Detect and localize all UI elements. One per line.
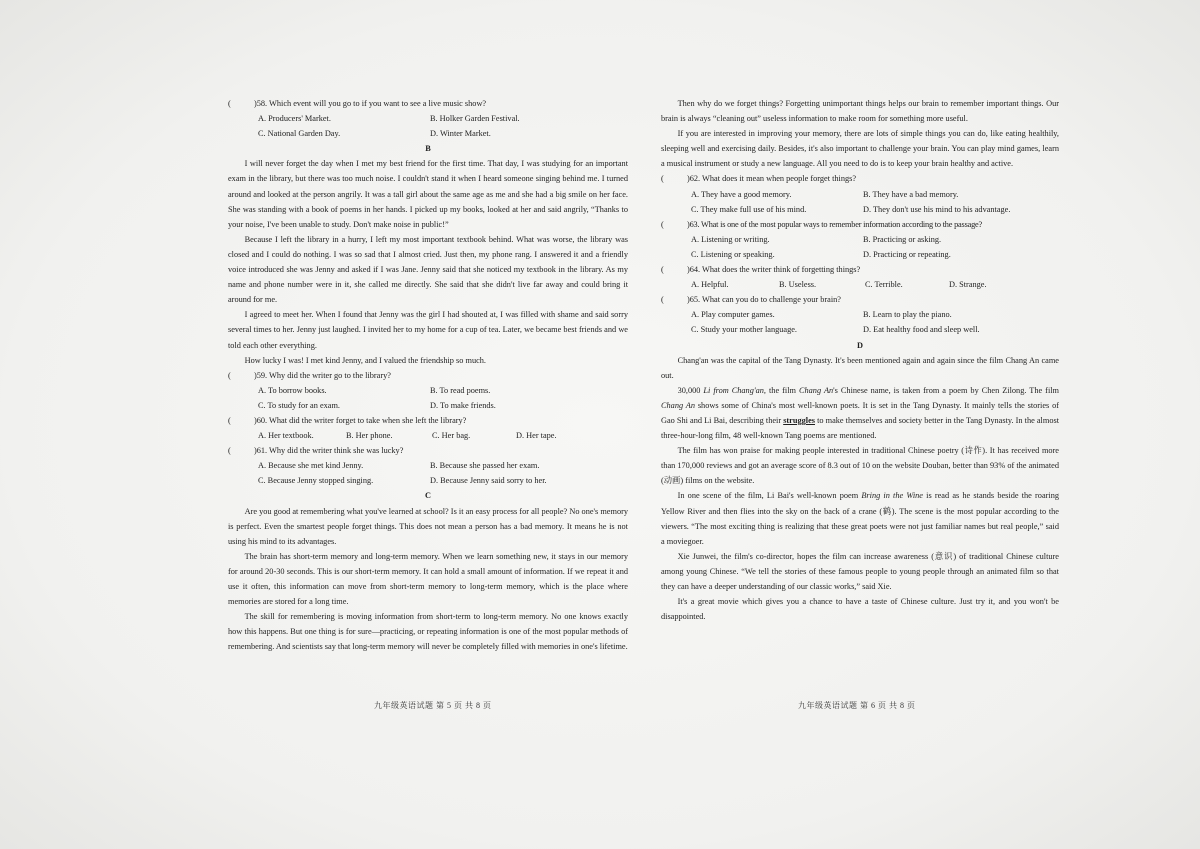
question-65-options [661, 307, 1059, 337]
passage-c-paragraph: If you are interested in improving your memory, there are lots of simple things you can do, like eating healthily, sleeping well and exercising daily. Besides, it's also important to challenge your brain. You can play mind games, learn a musical instrument or study a new language. All you need to do is to keep your brain healthy and active. [661, 129, 1059, 169]
question-63-options [661, 232, 1059, 262]
option: D. They don't use his mind to his advantage. [863, 204, 1011, 214]
page-6 [661, 96, 1059, 624]
passage-c-paragraph: The brain has short-term memory and long-term memory. When we learn something new, it stays in our memory for around 20-30 seconds. This is our short-term memory. It can hold a small amount of information. If we repeat it and use it often, this information can move from short-term memory to long-term memory, which is the place where memories are stored for a long time. [228, 551, 628, 607]
question-59 [228, 368, 628, 383]
option: B. Because she passed her exam. [430, 461, 540, 471]
passage-d-paragraph [661, 383, 1059, 443]
question-65 [661, 292, 1059, 307]
text-run: 30,000 [677, 385, 704, 395]
option: C. Because Jenny stopped singing. [258, 476, 374, 486]
question-63 [661, 217, 1059, 232]
option: B. Practicing or asking. [863, 234, 942, 244]
option: A. Her textbook. [258, 431, 314, 441]
option: A. Listening or writing. [691, 234, 770, 244]
answer-blank: ( [661, 174, 664, 184]
passage-d-paragraph [661, 488, 1059, 548]
question-text: )61. Why did the writer think she was lucky? [254, 446, 404, 456]
question-64-options [661, 277, 1059, 292]
question-text: )63. What is one of the most popular ways to remember information according to the passage? [687, 219, 982, 229]
option: A. Because she met kind Jenny. [258, 461, 364, 471]
option: A. Play computer games. [691, 310, 775, 320]
option: B. Her phone. [346, 431, 393, 441]
underlined-word: struggles [783, 415, 815, 425]
text-run: to make themselves and society better in the Tang Dynasty. In the almost three-hour-long film, 48 well-known Tang poems are mentioned. [661, 415, 1059, 441]
page-5 [228, 96, 628, 654]
option: C. Her bag. [432, 431, 471, 441]
option: D. Practicing or repeating. [863, 249, 951, 259]
question-text: )58. Which event will you go to if you want to see a live music show? [254, 99, 487, 108]
film-title: Li from Chang'an [703, 385, 764, 395]
option: B. Learn to play the piano. [863, 310, 952, 320]
option: B. Useless. [779, 280, 817, 290]
question-text: )59. Why did the writer go to the library? [254, 370, 391, 380]
question-58-options [228, 111, 628, 141]
question-text: )64. What does the writer think of forgetting things? [687, 265, 861, 275]
answer-blank: ( [228, 370, 231, 380]
section-d-heading: D [857, 340, 863, 350]
answer-blank: ( [228, 99, 231, 108]
option: A. Producers' Market. [258, 114, 331, 124]
option: A. To borrow books. [258, 385, 327, 395]
answer-blank: ( [228, 415, 231, 425]
passage-b-paragraph: I agreed to meet her. When I found that Jenny was the girl I had shouted at, I was filled with shame and said sorry several times to her. Jenny just laughed. I invited her to my home for a cup of tea. Later, we became best friends and we told each other everything. [228, 310, 628, 350]
option: D. Eat healthy food and sleep well. [863, 325, 980, 335]
question-text: )62. What does it mean when people forget things? [687, 174, 857, 184]
text-run: In one scene of the film, Li Bai's well-known poem [677, 491, 862, 501]
film-title: Chang An [798, 385, 834, 395]
text-run: is read as he stands beside the roaring Yellow River and then flies into the sky on the back of a crane (鹤). The scene is the most popular according to the viewers. “The most exciting thing is realizing that these great poets were not just familiar names but real people,” said a moviegoer. [661, 491, 1059, 546]
option: B. To read poems. [430, 385, 491, 395]
passage-c-paragraph: The skill for remembering is moving information from short-term to long-term memory. No one knows exactly how this happens. But one thing is for sure—practicing, or repeating information is one of the most popular methods of remembering. And scientists say that long-term memory will never be completely filled with memories in one's lifetime. [228, 612, 628, 652]
question-60 [228, 413, 628, 428]
section-c-heading: C [425, 491, 431, 501]
option: A. They have a good memory. [691, 189, 792, 199]
text-run: , the film [763, 385, 799, 395]
option: C. To study for an exam. [258, 400, 340, 410]
option: D. Strange. [949, 280, 987, 290]
question-61 [228, 443, 628, 458]
answer-blank: ( [661, 295, 664, 305]
text-run: shows some of China's most well-known poets. It is set in the Tang Dynasty. It mainly tells the stories of Gao Shi and Li Bai, describing their [661, 400, 1059, 425]
option: C. Study your mother language. [691, 325, 797, 335]
answer-blank: ( [661, 265, 664, 275]
poem-title: Bring in the Wine [861, 491, 923, 501]
question-60-options [228, 428, 628, 443]
question-text: )65. What can you do to challenge your brain? [687, 295, 841, 305]
option: C. Listening or speaking. [691, 249, 775, 259]
option: B. Holker Garden Festival. [430, 114, 520, 124]
option: D. To make friends. [430, 400, 496, 410]
answer-blank: ( [661, 219, 664, 229]
page-footer: 九年级英语试题 第 6 页 共 8 页 [798, 701, 916, 710]
passage-d-paragraph: Xie Junwei, the film's co-director, hopes the film can increase awareness (意识) of traditional Chinese culture among young Chinese. “We tell the stories of these famous people to young people through an animated film so that they can have a deeper understanding of our classic works,” said Xie. [661, 551, 1059, 591]
question-64 [661, 262, 1059, 277]
option: D. Her tape. [516, 431, 557, 441]
passage-b-paragraph: How lucky I was! I met kind Jenny, and I valued the friendship so much. [244, 355, 486, 365]
question-61-options [228, 458, 628, 488]
passage-c-paragraph: Are you good at remembering what you've learned at school? Is it an easy process for all people? No one's memory is perfect. Even the smartest people forget things. This does not mean a person has a bad memory. It means he is not using his mind to its advantages. [228, 506, 628, 546]
option: A. Helpful. [691, 280, 729, 290]
option: D. Winter Market. [430, 129, 491, 139]
passage-b-paragraph: I will never forget the day when I met my best friend for the first time. That day, I was studying for an important exam in the library, but there was too much noise. I couldn't stand it when I heard someone singing behind me. I turned around and looked at the person angrily. It was a tall girl about the same age as me and she had a big smile on her face. She was standing with a book of poems in her hands. I picked up my books, looked at her and said angrily, “Thanks to your noise, I've been unable to study. Don't make noise in public!” [228, 159, 628, 229]
question-text: )60. What did the writer forget to take when she left the library? [254, 415, 467, 425]
answer-blank: ( [228, 446, 231, 456]
section-b-heading: B [425, 144, 431, 154]
question-58 [228, 96, 628, 111]
option: C. Terrible. [865, 280, 903, 290]
passage-d-paragraph: It's a great movie which gives you a chance to have a taste of Chinese culture. Just try it, and you won't be disappointed. [661, 597, 1059, 622]
question-62-options [661, 187, 1059, 217]
option: C. National Garden Day. [258, 129, 341, 139]
film-title: Chang An [661, 400, 696, 410]
passage-d-paragraph: Chang'an was the capital of the Tang Dynasty. It's been mentioned again and again since the film Chang An came out. [661, 355, 1059, 380]
question-62 [661, 171, 1059, 186]
option: B. They have a bad memory. [863, 189, 959, 199]
option: C. They make full use of his mind. [691, 204, 807, 214]
passage-c-paragraph: Then why do we forget things? Forgetting unimportant things helps our brain to remember important things. Our brain is always “cleaning out” useless information to make room for something more useful. [661, 99, 1059, 124]
passage-d-paragraph: The film has won praise for making people interested in traditional Chinese poetry (诗作). It has received more than 170,000 reviews and got an average score of 8.3 out of 10 on the website Douban, better than 93% of the animated (动画) films on the website. [661, 446, 1059, 486]
question-59-options [228, 383, 628, 413]
passage-b-paragraph: Because I left the library in a hurry, I left my most important textbook behind. What was worse, the library was closed and I could do nothing. I was so sad that I almost cried. Just then, my phone rang. I answered it and a friendly voice introduced she was Jenny and asked if I was Jane. Jenny said that she noticed my textbook in the library. As my name and phone number were in it, she called me directly. She said that she didn't live far away and could bring it around for me. [228, 234, 628, 305]
option: D. Because Jenny said sorry to her. [430, 476, 547, 486]
page-footer: 九年级英语试题 第 5 页 共 8 页 [374, 701, 492, 710]
text-run: 's Chinese name, is taken from a poem by Chen Zilong. The film [833, 385, 1060, 395]
